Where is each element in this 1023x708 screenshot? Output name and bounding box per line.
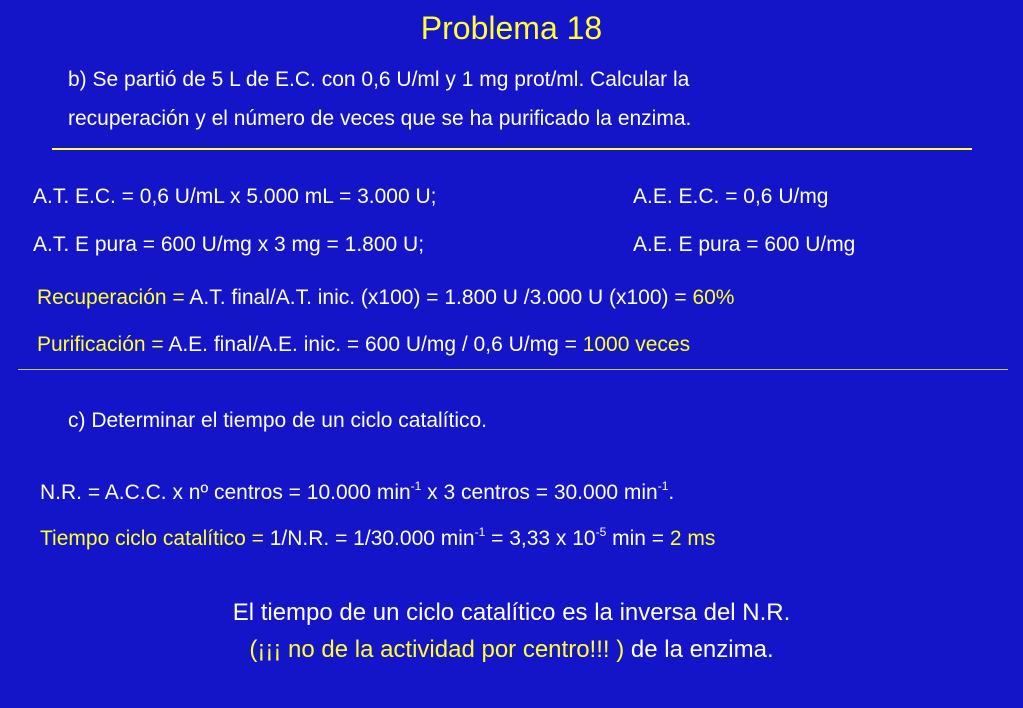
purification-label: Purificación = [37, 333, 164, 356]
recovery-line [37, 286, 734, 310]
divider-top [52, 148, 972, 150]
recovery-result: 60% [692, 286, 735, 309]
cycle-part2: = 3,33 x 10 [485, 527, 596, 550]
calc-at-ec: A.T. E.C. = 0,6 U/mL x 5.000 mL = 3.000 U; [33, 185, 437, 208]
conclusion-rest: de la enzima. [624, 636, 774, 663]
purification-result: 1000 veces [582, 333, 691, 356]
nr-part1: N.R. = A.C.C. x nº centros = 10.000 min [40, 481, 411, 504]
calc-ae-ec: A.E. E.C. = 0,6 U/mg [633, 185, 829, 208]
problem-b-line2: recuperación y el número de veces que se ha purificado la enzima. [68, 107, 692, 130]
conclusion-line1: El tiempo de un ciclo catalítico es la inversa del N.R. [232, 599, 791, 626]
cycle-label: Tiempo ciclo catalítico = [40, 527, 264, 550]
purification-formula: A.E. final/A.E. inic. = 600 U/mg / 0,6 U/mg = [163, 333, 583, 356]
cycle-part3: min = [606, 527, 670, 550]
nr-part3: . [668, 481, 675, 504]
conclusion-highlight: (¡¡¡ no de la actividad por centro!!! ) [249, 636, 625, 663]
divider-middle [18, 369, 1008, 370]
nr-line [40, 481, 674, 505]
nr-exp1: -1 [410, 479, 422, 493]
cycle-part1: 1/N.R. = 1/30.000 min [263, 527, 475, 550]
conclusion-line2 [0, 636, 1023, 664]
cycle-exp1: -1 [474, 525, 486, 539]
page-title: Problema 18 [420, 10, 603, 46]
cycle-line [40, 527, 715, 551]
nr-exp2: -1 [657, 479, 669, 493]
problem-c: c) Determinar el tiempo de un ciclo catalítico. [68, 409, 488, 432]
cycle-result: 2 ms [669, 527, 716, 550]
calc-at-pure: A.T. E pura = 600 U/mg x 3 mg = 1.800 U; [33, 233, 425, 256]
calc-ae-pure: A.E. E pura = 600 U/mg [633, 233, 856, 256]
recovery-label: Recuperación = [37, 286, 185, 309]
recovery-formula: A.T. final/A.T. inic. (x100) = 1.800 U /3.000 U (x100) = [184, 286, 693, 309]
cycle-exp2: -5 [595, 525, 607, 539]
purification-line [37, 333, 690, 357]
problem-b-line1: b) Se partió de 5 L de E.C. con 0,6 U/ml y 1 mg prot/ml. Calcular la [68, 68, 690, 91]
nr-part2: x 3 centros = 30.000 min [421, 481, 658, 504]
